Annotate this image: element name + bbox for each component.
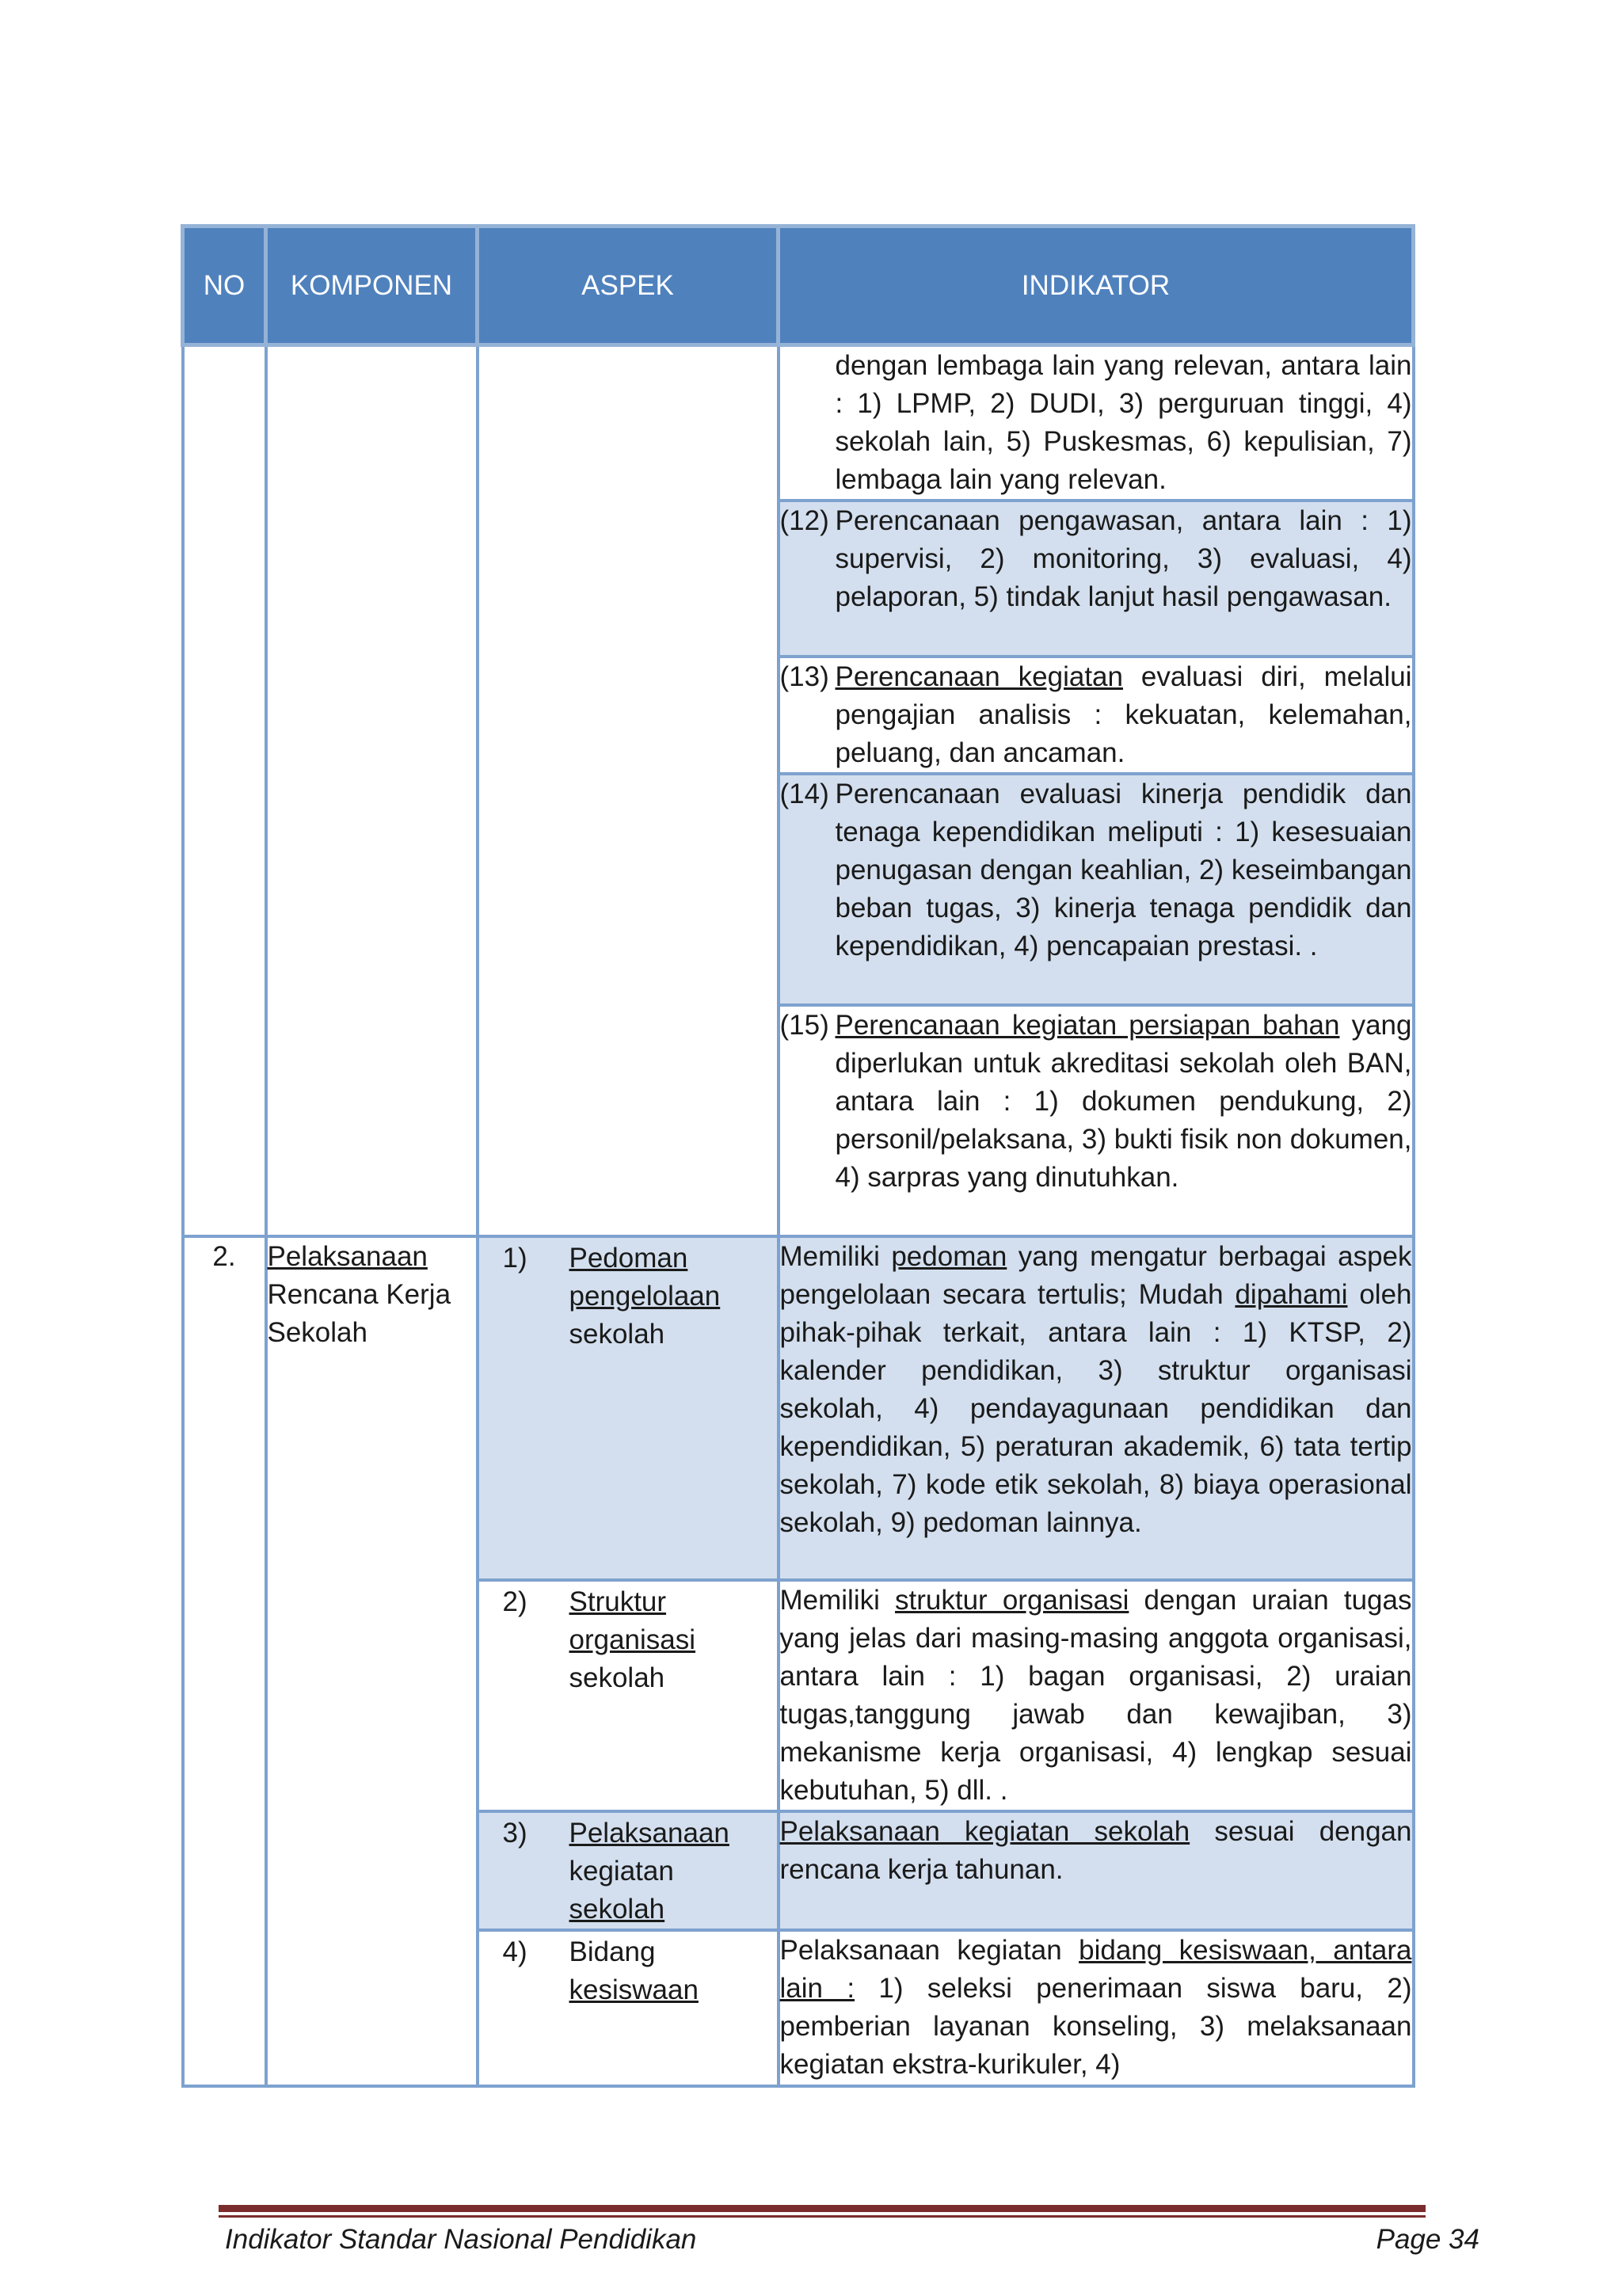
indicator-cell xyxy=(779,657,1414,774)
indicator-text: Pelaksanaan kegiatan xyxy=(779,1935,1079,1966)
aspek-text: sekolah xyxy=(569,1662,665,1693)
komponen-cell xyxy=(266,345,478,1237)
table-row xyxy=(183,1236,1414,1580)
indicator-underline: bidang kesiswaan, antara lain : xyxy=(779,1935,1412,2004)
indicator-underline: Perencanaan kegiatan xyxy=(835,661,1123,692)
aspek-number: 3) xyxy=(502,1818,527,1849)
indicator-cell xyxy=(779,501,1414,657)
indicator-table xyxy=(181,224,1415,2088)
aspek-cell xyxy=(478,1580,779,1811)
indicator-text: 1) seleksi penerimaan siswa baru, 2) pemberian layanan konseling, 3) melaksanaan kegiatan ekstra-kurikuler, 4) xyxy=(779,1973,1412,2080)
item-number: (15) xyxy=(779,1010,829,1041)
aspek-number: 1) xyxy=(502,1243,527,1274)
header-row xyxy=(183,227,1414,345)
item-number: (13) xyxy=(779,661,829,692)
aspek-underline: Pedoman pengelolaan xyxy=(569,1243,721,1312)
aspek-underline: sekolah xyxy=(569,1894,665,1925)
indicator-underline: Perencanaan kegiatan persiapan bahan xyxy=(835,1010,1340,1041)
aspek-text: Bidang xyxy=(569,1936,656,1967)
footer-divider xyxy=(219,2215,1426,2218)
table-row xyxy=(183,345,1414,501)
indicator-cell xyxy=(779,1005,1414,1236)
indicator-text: Perencanaan pengawasan, antara lain : 1) supervisi, 2) monitoring, 3) evaluasi, 4) pelaporan, 5) tindak lanjut hasil pengawasan. xyxy=(835,505,1412,612)
komponen-cell xyxy=(266,1236,478,2086)
footer-title: Indikator Standar Nasional Pendidikan xyxy=(225,2224,697,2255)
aspek-underline: Struktur organisasi xyxy=(569,1586,696,1655)
indicator-cell xyxy=(779,1930,1414,2086)
indicator-underline: Pelaksanaan kegiatan sekolah xyxy=(779,1816,1190,1847)
aspek-number: 4) xyxy=(502,1936,527,1967)
indicator-cell xyxy=(779,1580,1414,1811)
aspek-cell xyxy=(478,1811,779,1930)
indicator-text: Perencanaan evaluasi kinerja pendidik dan tenaga kependidikan meliputi : 1) kesesuaian penugasan dengan keahlian, 2) keseimbangan beban tugas, 3) kinerja tenaga pendidik dan kependidikan, 4) pencapaian prestasi. . xyxy=(835,779,1412,961)
item-number: (12) xyxy=(779,505,829,536)
no-cell: 2. xyxy=(183,1236,266,2086)
item-number: (14) xyxy=(779,779,829,809)
no-cell xyxy=(183,345,266,1237)
aspek-text: sekolah xyxy=(569,1319,665,1350)
header-aspek: ASPEK xyxy=(478,227,779,345)
indicator-text: Memiliki xyxy=(779,1585,896,1616)
indicator-text: dengan lembaga lain yang relevan, antara lain : 1) LPMP, 2) DUDI, 3) perguruan tinggi, 4) sekolah lain, 5) Puskesmas, 6) kepulisian, 7) lembaga lain yang relevan. xyxy=(835,350,1412,495)
page-number: Page 34 xyxy=(1376,2224,1479,2255)
komponen-underline: Pelaksanaan xyxy=(267,1241,428,1272)
indicator-text: yang mengatur berbagai aspek pengelolaan secara tertulis; Mudah xyxy=(779,1241,1412,1310)
indicator-text: oleh pihak-pihak terkait, antara lain : 1) KTSP, 2) kalender pendidikan, 3) struktur organisasi sekolah, 4) pendayagunaan pendidikan dan kependidikan, 5) peraturan akademik, 6) tata tertip sekolah, 7) kode etik sekolah, 8) biaya operasional sekolah, 9) pedoman lainnya. xyxy=(779,1279,1412,1538)
aspek-cell xyxy=(478,345,779,1237)
aspek-cell xyxy=(478,1930,779,2086)
aspek-cell xyxy=(478,1236,779,1580)
aspek-number: 2) xyxy=(502,1586,527,1617)
indicator-text: dengan uraian tugas yang jelas dari masing-masing anggota organisasi, antara lain : 1) bagan organisasi, 2) uraian tugas,tanggung jawab dan kewajiban, 3) mekanisme kerja organisasi, 4) lengkap sesuai kebutuhan, 5) dll. . xyxy=(779,1585,1412,1806)
header-no: NO xyxy=(183,227,266,345)
indicator-text: yang diperlukan untuk akreditasi sekolah oleh BAN, antara lain : 1) dokumen pendukung, 2) personil/pelaksana, 3) bukti fisik non dokumen, 4) sarpras yang dinutuhkan. xyxy=(835,1010,1412,1193)
footer-divider xyxy=(219,2205,1426,2212)
header-indikator: INDIKATOR xyxy=(779,227,1414,345)
indicator-underline: pedoman xyxy=(891,1241,1007,1272)
komponen-text: Rencana Kerja Sekolah xyxy=(267,1279,451,1348)
indicator-text: evaluasi diri, melalui pengajian analisis : kekuatan, kelemahan, peluang, dan ancaman. xyxy=(835,661,1412,768)
indicator-cell xyxy=(779,774,1414,1005)
header-komponen: KOMPONEN xyxy=(266,227,478,345)
indicator-cell xyxy=(779,345,1414,501)
aspek-underline: kesiswaan xyxy=(569,1974,699,2005)
aspek-underline: Pelaksanaan xyxy=(569,1818,729,1849)
aspek-text: kegiatan xyxy=(569,1856,674,1887)
indicator-text: sesuai dengan rencana kerja tahunan. xyxy=(779,1816,1412,1885)
indicator-underline: dipahami xyxy=(1235,1279,1348,1310)
indicator-underline: struktur organisasi xyxy=(895,1585,1129,1616)
indicator-cell xyxy=(779,1811,1414,1930)
indicator-cell xyxy=(779,1236,1414,1580)
indicator-text: Memiliki xyxy=(779,1241,892,1272)
